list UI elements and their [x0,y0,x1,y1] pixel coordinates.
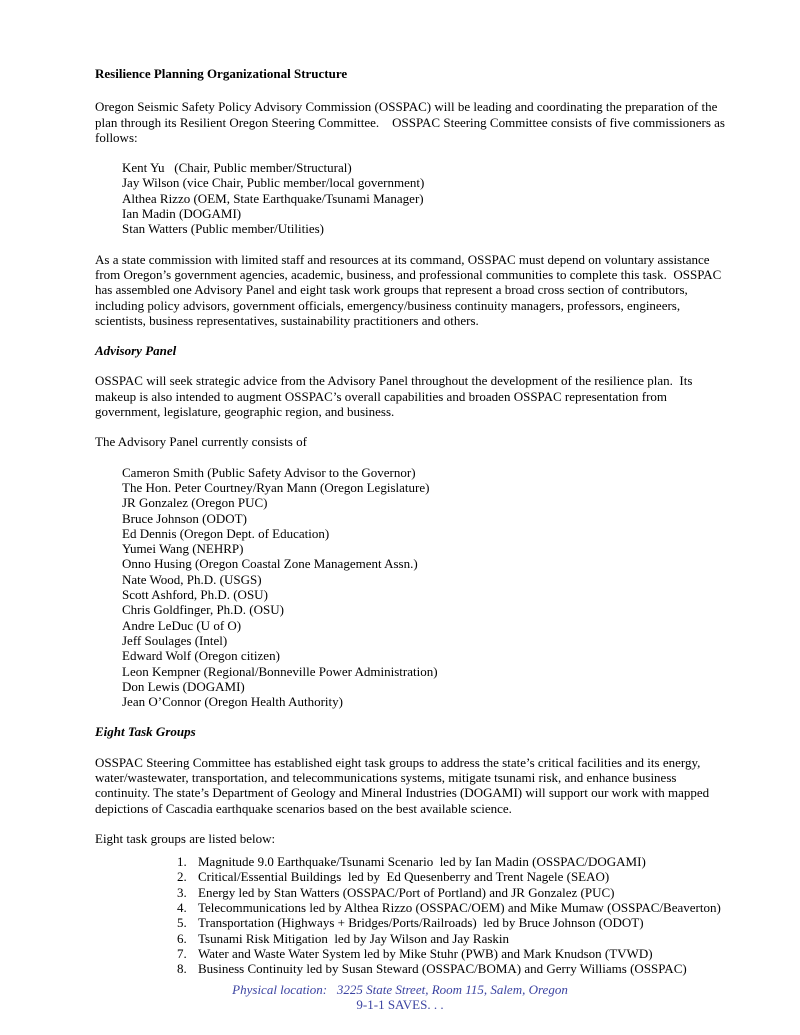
advisory-panel-heading: Advisory Panel [95,343,177,359]
advisory-member: Cameron Smith (Public Safety Advisor to the Governor) [122,464,416,480]
steering-member: Stan Watters (Public member/Utilities) [122,221,324,237]
steering-member: Althea Rizzo (OEM, State Earthquake/Tsunami Manager) [122,190,424,206]
task-groups-paragraph: OSSPAC Steering Committee has established eight task groups to address the state’s critical facilities and its energy, water/wastewater, transportation, and telecommunications systems, mitigate tsunami risk, and enhance business continuity. The state’s Department of Geology and Mineral Industries (DOGAMI) will support our work with mapped depictions of Cascadia earthquake scenarios based on the best available science. [95,754,713,816]
advisory-member: Onno Husing (Oregon Coastal Zone Management Assn.) [122,556,418,572]
footer-slogan: 9-1-1 SAVES. . . [356,996,444,1012]
advisory-panel-list [122,465,734,710]
task-groups-heading: Eight Task Groups [95,724,196,740]
advisory-lead: The Advisory Panel currently consists of [95,434,307,450]
advisory-member: Jean O’Connor (Oregon Health Authority) [122,694,343,710]
task-group-item: 8. Business Continuity led by Susan Steward (OSSPAC/BOMA) and Gerry Williams (OSSPAC) [190,961,734,976]
task-group-item: 5. Transportation (Highways + Bridges/Ports/Railroads) led by Bruce Johnson (ODOT) [190,915,734,930]
document-footer [0,982,800,1013]
task-groups-list [95,854,734,976]
advisory-member: Ed Dennis (Oregon Dept. of Education) [122,525,330,541]
steering-member: Jay Wilson (vice Chair, Public member/local government) [122,175,425,191]
advisory-member: The Hon. Peter Courtney/Ryan Mann (Oregon Legislature) [122,479,430,495]
task-group-item: 7. Water and Waste Water System led by Mike Stuhr (PWB) and Mark Knudson (TVWD) [190,946,734,961]
advisory-member: Nate Wood, Ph.D. (USGS) [122,571,262,587]
task-group-item: 1. Magnitude 9.0 Earthquake/Tsunami Scenario led by Ian Madin (OSSPAC/DOGAMI) [190,854,734,869]
advisory-member: Scott Ashford, Ph.D. (OSU) [122,587,268,603]
advisory-paragraph: OSSPAC will seek strategic advice from the Advisory Panel throughout the development of the resilience plan. Its makeup is also intended to augment OSSPAC’s overall capabilities and broaden OSSPAC representation from government, legislature, geographic region, and business. [95,373,696,420]
advisory-member: Don Lewis (DOGAMI) [122,678,245,694]
advisory-member: Bruce Johnson (ODOT) [122,510,247,526]
advisory-member: JR Gonzalez (Oregon PUC) [122,495,268,511]
task-group-item: 3. Energy led by Stan Watters (OSSPAC/Port of Portland) and JR Gonzalez (PUC) [190,885,734,900]
intro-paragraph: Oregon Seismic Safety Policy Advisory Commission (OSSPAC) will be leading and coordinating the preparation of the plan through its Resilient Oregon Steering Committee. OSSPAC Steering Committee consists of five commissioners as follows: [95,99,729,145]
commission-paragraph: As a state commission with limited staff and resources at its command, OSSPAC must depend on voluntary assistance from Oregon’s government agencies, academic, business, and professional communities to complete this task. OSSPAC has assembled one Advisory Panel and eight task work groups that represent a broad cross section of contributors, including policy advisors, government officials, emergency/business continuity managers, professors, engineers, scientists, business representatives, sustainability practitioners and others. [95,251,725,328]
task-group-item: 4. Telecommunications led by Althea Rizzo (OSSPAC/OEM) and Mike Mumaw (OSSPAC/Beaverton) [190,900,734,915]
advisory-member: Chris Goldfinger, Ph.D. (OSU) [122,602,284,618]
advisory-member: Yumei Wang (NEHRP) [122,541,244,557]
document-title: Resilience Planning Organizational Structure [95,66,348,81]
steering-committee-list [122,160,734,236]
advisory-member: Edward Wolf (Oregon citizen) [122,648,280,664]
advisory-member: Andre LeDuc (U of O) [122,617,242,633]
task-groups-lead: Eight task groups are listed below: [95,830,276,846]
task-group-item: 2. Critical/Essential Buildings led by Ed Quesenberry and Trent Nagele (SEAO) [190,869,734,884]
task-group-item: 6. Tsunami Risk Mitigation led by Jay Wilson and Jay Raskin [190,931,734,946]
footer-location: Physical location: 3225 State Street, Room 115, Salem, Oregon [232,981,568,997]
advisory-member: Leon Kempner (Regional/Bonneville Power Administration) [122,663,438,679]
advisory-member: Jeff Soulages (Intel) [122,632,228,648]
steering-member: Kent Yu (Chair, Public member/Structural) [122,160,352,176]
steering-member: Ian Madin (DOGAMI) [122,206,242,222]
